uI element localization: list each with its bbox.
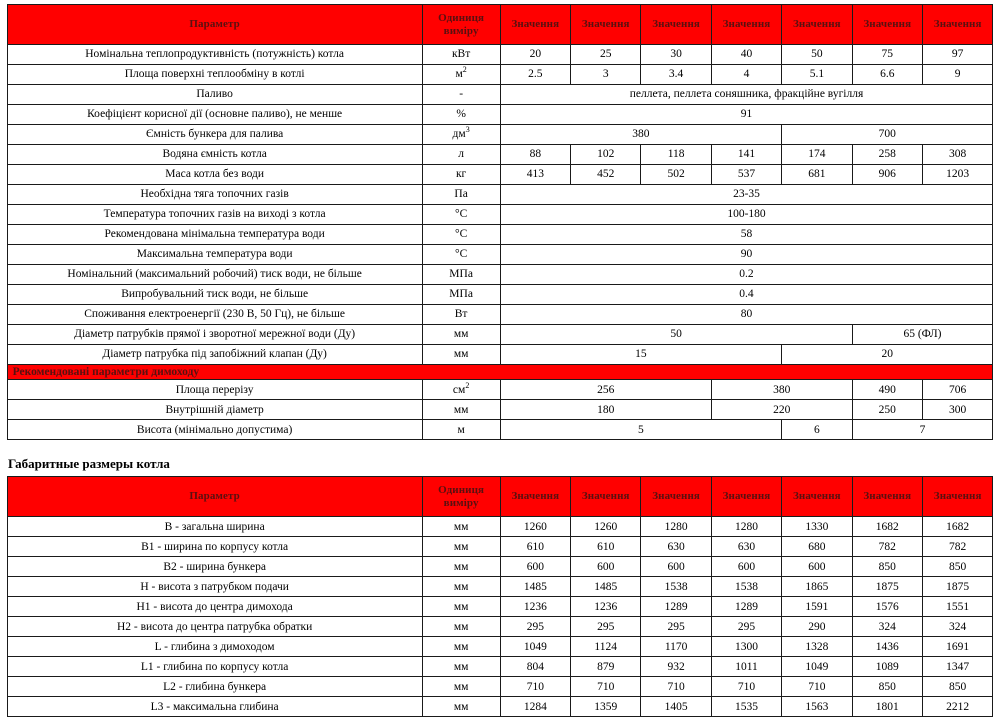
cell-value: 1049 [782,657,852,677]
table-row [7,517,993,537]
cell-value: 1289 [641,597,711,617]
cell-value: 1691 [922,637,992,657]
cell-parameter-name: Висота (мінімально допустима) [7,420,422,440]
table-row [7,145,993,165]
cell-value: 1260 [500,517,570,537]
cell-value: 1538 [711,577,781,597]
column-header-parameter: Параметр [7,477,422,517]
cell-parameter-name: Ємність бункера для палива [7,125,422,145]
cell-unit: мм [422,597,500,617]
table-row [7,697,993,717]
cell-value: 20 [500,45,570,65]
cell-value: 290 [782,617,852,637]
table-gap-spacer [0,440,1000,456]
table-row [7,185,993,205]
cell-value: 1330 [782,517,852,537]
cell-value: 452 [571,165,641,185]
table-row [7,285,993,305]
cell-unit: мм [422,400,500,420]
cell-value: 710 [641,677,711,697]
cell-value: 295 [500,617,570,637]
cell-parameter-name: Діаметр патрубка під запобіжний клапан (Ду) [7,345,422,365]
cell-value: 40 [711,45,781,65]
cell-value: 50 [782,45,852,65]
cell-value: 1280 [641,517,711,537]
cell-value: 879 [571,657,641,677]
column-header-value-2: Значення [571,477,641,517]
cell-parameter-name: Водяна ємність котла [7,145,422,165]
cell-value: 502 [641,165,711,185]
cell-parameter-name: L - глибина з димоходом [7,637,422,657]
table-row [7,245,993,265]
cell-unit: мм [422,577,500,597]
cell-value: 1538 [641,577,711,597]
cell-value: 308 [922,145,992,165]
cell-parameter-name: Площа поверхні теплообміну в котлі [7,65,422,85]
cell-unit: мм [422,537,500,557]
cell-parameter-name: Температура топочних газів на виході з котла [7,205,422,225]
cell-value: 97 [922,45,992,65]
cell-parameter-name: L2 - глибина бункера [7,677,422,697]
cell-unit: мм [422,637,500,657]
column-header-value-1: Значення [500,477,570,517]
table-header-row [7,5,993,45]
cell-value: 5.1 [782,65,852,85]
cell-parameter-name: H - висота з патрубком подачи [7,577,422,597]
cell-value: 220 [711,400,852,420]
column-header-value-1: Значення [500,5,570,45]
cell-unit: мм [422,697,500,717]
table-row [7,345,993,365]
cell-unit: $см^2$ [422,380,500,400]
table-row [7,400,993,420]
cell-value: 4 [711,65,781,85]
cell-parameter-name: Номінальна теплопродуктивність (потужність) котла [7,45,422,65]
cell-value: 1236 [500,597,570,617]
table-row [7,305,993,325]
cell-value: 295 [571,617,641,637]
cell-unit: мм [422,517,500,537]
cell-value: 1359 [571,697,641,717]
cell-value: 600 [782,557,852,577]
cell-unit: Па [422,185,500,205]
column-header-value-5: Значення [782,5,852,45]
cell-value: 1801 [852,697,922,717]
cell-unit: мм [422,657,500,677]
cell-value: 1260 [571,517,641,537]
cell-value: 630 [641,537,711,557]
cell-unit: $м^2$ [422,65,500,85]
cell-unit: °С [422,245,500,265]
column-header-value-3: Значення [641,5,711,45]
cell-value: 256 [500,380,711,400]
cell-value: 1591 [782,597,852,617]
cell-unit: % [422,105,500,125]
cell-value: 88 [500,145,570,165]
cell-value: 782 [852,537,922,557]
cell-value: 710 [782,677,852,697]
cell-value: 91 [500,105,993,125]
cell-value: 850 [922,557,992,577]
cell-value: 58 [500,225,993,245]
cell-value: 490 [852,380,922,400]
cell-value: 118 [641,145,711,165]
cell-value: 7 [852,420,993,440]
cell-value: 1576 [852,597,922,617]
cell-value: 600 [500,557,570,577]
spec-table-boiler-dimensions [7,476,994,717]
table-row [7,617,993,637]
cell-value: 1405 [641,697,711,717]
cell-value: 1284 [500,697,570,717]
cell-parameter-name: B - загальна ширина [7,517,422,537]
cell-value: 1865 [782,577,852,597]
cell-value: 710 [500,677,570,697]
cell-parameter-name: Номінальний (максимальний робочий) тиск води, не більше [7,265,422,285]
cell-value: 850 [852,557,922,577]
cell-value: 180 [500,400,711,420]
column-header-value-7: Значення [922,5,992,45]
table-row [7,265,993,285]
section-header-label: Рекомендовані параметри димоходу [7,365,993,380]
cell-unit: мм [422,557,500,577]
cell-value: 102 [571,145,641,165]
cell-value: 1011 [711,657,781,677]
cell-value: 537 [711,165,781,185]
cell-value: 324 [922,617,992,637]
cell-value: 600 [711,557,781,577]
cell-value: 100-180 [500,205,993,225]
cell-value: 2.5 [500,65,570,85]
cell-value: 1563 [782,697,852,717]
cell-value: 1485 [500,577,570,597]
table-row [7,537,993,557]
cell-value: 23-35 [500,185,993,205]
cell-value: 6.6 [852,65,922,85]
table-row [7,677,993,697]
cell-parameter-name: Коефіцієнт корисної дії (основне паливо), не менше [7,105,422,125]
cell-unit: л [422,145,500,165]
cell-unit: °С [422,225,500,245]
cell-parameter-name: Випробувальний тиск води, не більше [7,285,422,305]
cell-parameter-name: Максимальна температура води [7,245,422,265]
table-row [7,325,993,345]
column-header-value-6: Значення [852,5,922,45]
cell-value: 25 [571,45,641,65]
cell-value: 295 [711,617,781,637]
cell-value: 1535 [711,697,781,717]
cell-value: 600 [641,557,711,577]
cell-unit: мм [422,345,500,365]
cell-value: 250 [852,400,922,420]
cell-parameter-name: B2 - ширина бункера [7,557,422,577]
cell-value: 1551 [922,597,992,617]
cell-parameter-name: B1 - ширина по корпусу котла [7,537,422,557]
cell-value: 1300 [711,637,781,657]
cell-value: 850 [922,677,992,697]
cell-unit: - [422,85,500,105]
table-row [7,637,993,657]
column-header-value-3: Значення [641,477,711,517]
cell-value: 295 [641,617,711,637]
cell-parameter-name: Маса котла без води [7,165,422,185]
cell-value: 1682 [922,517,992,537]
cell-value: 680 [782,537,852,557]
cell-value: 610 [571,537,641,557]
cell-value: 1347 [922,657,992,677]
cell-value: 700 [782,125,993,145]
cell-value: 1485 [571,577,641,597]
cell-value: 1280 [711,517,781,537]
cell-parameter-name: Паливо [7,85,422,105]
column-header-unit: Одиниця виміру [422,477,500,517]
cell-value: 610 [500,537,570,557]
cell-value: 3.4 [641,65,711,85]
cell-value: 681 [782,165,852,185]
table-2-caption: Габаритные размеры котла [8,456,170,472]
cell-parameter-name: Необхідна тяга топочних газів [7,185,422,205]
cell-parameter-name: L3 - максимальна глибина [7,697,422,717]
cell-parameter-name: H1 - висота до центра димохода [7,597,422,617]
table-row [7,205,993,225]
table-row [7,577,993,597]
cell-value: 1289 [711,597,781,617]
cell-value: 1875 [922,577,992,597]
cell-value: 1049 [500,637,570,657]
cell-value: 710 [711,677,781,697]
cell-value: 380 [711,380,852,400]
cell-value: 1089 [852,657,922,677]
cell-value: 75 [852,45,922,65]
cell-value: 324 [852,617,922,637]
cell-value: 300 [922,400,992,420]
cell-unit: Вт [422,305,500,325]
cell-parameter-name: Рекомендована мінімальна температура води [7,225,422,245]
cell-value: 50 [500,325,852,345]
column-header-value-4: Значення [711,5,781,45]
column-header-value-6: Значення [852,477,922,517]
cell-value: 1436 [852,637,922,657]
cell-value: 90 [500,245,993,265]
cell-value: 0.4 [500,285,993,305]
cell-value: 630 [711,537,781,557]
cell-value: 174 [782,145,852,165]
column-header-value-7: Значення [922,477,992,517]
cell-unit: мм [422,325,500,345]
table-row [7,65,993,85]
cell-value: 30 [641,45,711,65]
table-row [7,597,993,617]
cell-value: 1236 [571,597,641,617]
cell-value: 1124 [571,637,641,657]
cell-unit: мм [422,677,500,697]
cell-unit: мм [422,617,500,637]
cell-value: 782 [922,537,992,557]
cell-value: 141 [711,145,781,165]
section-header-row [7,365,993,380]
cell-value: 6 [782,420,852,440]
cell-value: 600 [571,557,641,577]
column-header-value-5: Значення [782,477,852,517]
cell-unit: МПа [422,265,500,285]
table-row [7,85,993,105]
table-row [7,557,993,577]
cell-unit: $дм^3$ [422,125,500,145]
cell-unit: кг [422,165,500,185]
cell-value: 1682 [852,517,922,537]
cell-value: 906 [852,165,922,185]
cell-value: 932 [641,657,711,677]
cell-value: 20 [782,345,993,365]
cell-value: 9 [922,65,992,85]
table-row [7,420,993,440]
cell-value: 706 [922,380,992,400]
cell-value: 3 [571,65,641,85]
cell-parameter-name: Споживання електроенергії (230 В, 50 Гц), не більше [7,305,422,325]
table-header-row [7,477,993,517]
cell-unit: м [422,420,500,440]
cell-value: 1875 [852,577,922,597]
table-row [7,45,993,65]
column-header-parameter: Параметр [7,5,422,45]
column-header-value-4: Значення [711,477,781,517]
table-row [7,125,993,145]
table-row [7,380,993,400]
cell-value: 1170 [641,637,711,657]
table-row [7,225,993,245]
cell-parameter-name: Діаметр патрубків прямої і зворотної мережної води (Ду) [7,325,422,345]
cell-value: 80 [500,305,993,325]
table-row [7,165,993,185]
cell-value: 1203 [922,165,992,185]
cell-value: 1328 [782,637,852,657]
cell-value: 413 [500,165,570,185]
cell-value: 710 [571,677,641,697]
cell-value: 804 [500,657,570,677]
cell-value: 15 [500,345,782,365]
cell-value: 258 [852,145,922,165]
cell-value: 0.2 [500,265,993,285]
cell-value: 380 [500,125,782,145]
cell-parameter-name: H2 - висота до центра патрубка обратки [7,617,422,637]
cell-parameter-name: L1 - глибина по корпусу котла [7,657,422,677]
table-row [7,657,993,677]
cell-value: 850 [852,677,922,697]
spec-table-boiler-specs [7,4,994,440]
table-row [7,105,993,125]
cell-value: пеллета, пеллета соняшника, фракційне вугілля [500,85,993,105]
table-2-container [0,456,1000,717]
cell-parameter-name: Внутрішній діаметр [7,400,422,420]
cell-parameter-name: Площа перерізу [7,380,422,400]
cell-unit: °С [422,205,500,225]
column-header-unit: Одиниця виміру [422,5,500,45]
cell-value: 2212 [922,697,992,717]
cell-unit: МПа [422,285,500,305]
cell-unit: кВт [422,45,500,65]
column-header-value-2: Значення [571,5,641,45]
cell-value: 65 (ФЛ) [852,325,993,345]
cell-value: 5 [500,420,782,440]
